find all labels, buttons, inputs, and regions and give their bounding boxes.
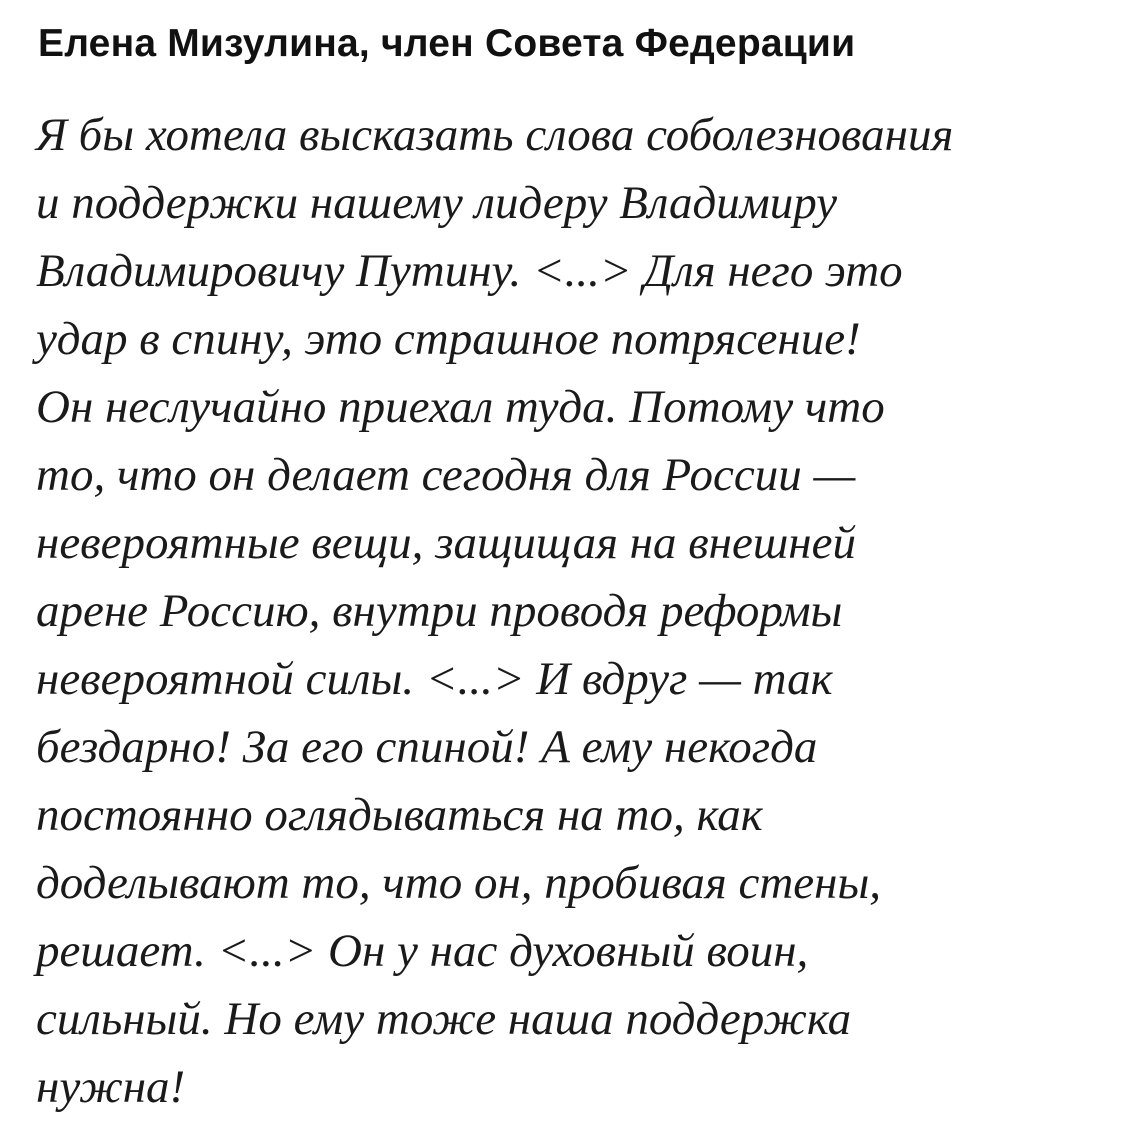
quote-line: постоянно оглядываться на то, как <box>36 789 763 841</box>
quote-line: решает. <...> Он у нас духовный воин, <box>36 925 809 977</box>
quote-line: Он неслучайно приехал туда. Потому что <box>36 381 885 433</box>
quote-line: невероятной силы. <...> И вдруг — так <box>36 653 833 705</box>
quote-line: то, что он делает сегодня для России — <box>36 449 856 501</box>
quote-line: невероятные вещи, защищая на внешней <box>36 517 856 569</box>
quote-line: и поддержки нашему лидеру Владимиру <box>36 177 837 229</box>
quote-line: Я бы хотела высказать слова соболезнования <box>36 109 954 161</box>
quote-author: Елена Мизулина, член Совета Федерации <box>38 22 856 65</box>
quote-line: сильный. Но ему тоже наша поддержка <box>36 993 852 1045</box>
quote-line: Владимировичу Путину. <...> Для него это <box>36 245 903 297</box>
quote-line: доделывают то, что он, пробивая стены, <box>36 857 882 909</box>
quote-line: удар в спину, это страшное потрясение! <box>36 313 861 365</box>
quote-line: бездарно! За его спиной! А ему некогда <box>36 721 818 773</box>
quote-line: нужна! <box>36 1061 186 1113</box>
quote-line: арене Россию, внутри проводя реформы <box>36 585 843 637</box>
quote-text <box>36 101 1096 1121</box>
